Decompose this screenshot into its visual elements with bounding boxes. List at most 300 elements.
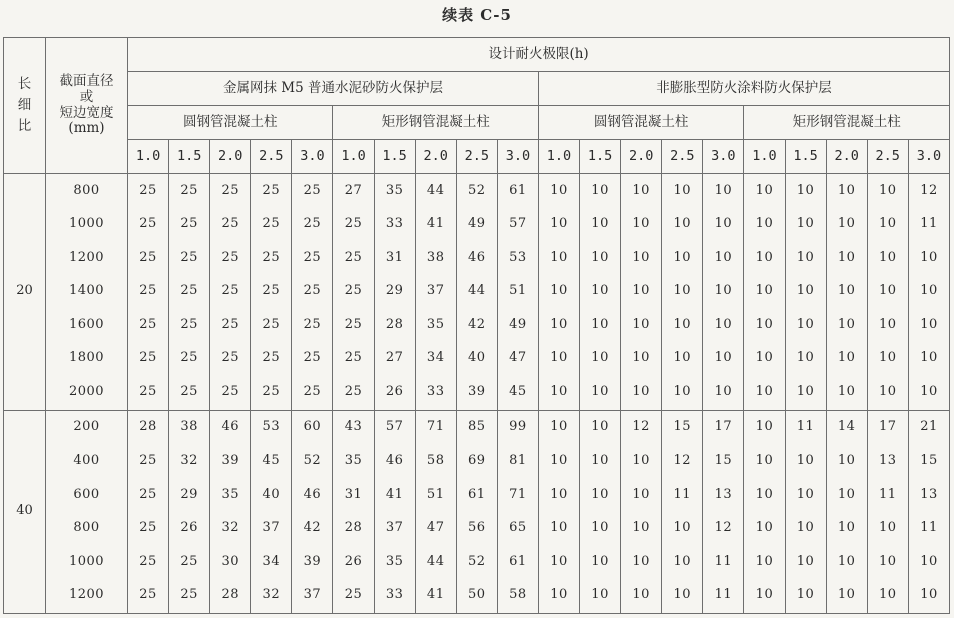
table-body [4, 174, 950, 614]
thickness-cell: 15 [703, 445, 744, 479]
thickness-cell: 25 [128, 512, 169, 546]
thickness-cell: 10 [703, 208, 744, 242]
thickness-cell: 32 [169, 445, 210, 479]
thickness-cell: 25 [128, 208, 169, 242]
thickness-cell: 47 [497, 342, 538, 376]
section-size-cell: 1400 [46, 275, 128, 309]
thickness-cell: 29 [374, 275, 415, 309]
thickness-cell: 10 [826, 208, 867, 242]
hour-header: 2.0 [826, 140, 867, 174]
thickness-cell: 25 [128, 275, 169, 309]
thickness-cell: 10 [785, 309, 826, 343]
thickness-cell: 10 [538, 512, 579, 546]
thickness-cell: 10 [538, 376, 579, 411]
table-row [4, 208, 950, 242]
thickness-cell: 11 [867, 478, 908, 512]
thickness-cell: 25 [251, 242, 292, 276]
thickness-cell: 33 [415, 376, 456, 411]
thickness-cell: 25 [251, 275, 292, 309]
thickness-cell: 10 [867, 275, 908, 309]
thickness-cell: 10 [621, 512, 662, 546]
section-size-cell: 800 [46, 512, 128, 546]
hour-header: 2.0 [621, 140, 662, 174]
thickness-cell: 28 [333, 512, 374, 546]
thickness-cell: 10 [662, 512, 703, 546]
thickness-cell: 10 [867, 242, 908, 276]
thickness-cell: 10 [826, 512, 867, 546]
thickness-cell: 57 [497, 208, 538, 242]
hour-header: 1.0 [744, 140, 785, 174]
thickness-cell: 49 [456, 208, 497, 242]
thickness-cell: 10 [867, 208, 908, 242]
thickness-cell: 46 [456, 242, 497, 276]
thickness-cell: 40 [251, 478, 292, 512]
thickness-cell: 10 [621, 579, 662, 614]
thickness-cell: 25 [128, 376, 169, 411]
thickness-cell: 39 [456, 376, 497, 411]
thickness-cell: 51 [497, 275, 538, 309]
table-row [4, 174, 950, 209]
thickness-cell: 26 [333, 545, 374, 579]
thickness-cell: 30 [210, 545, 251, 579]
column-type-header: 圆钢管混凝土柱 [538, 106, 743, 140]
thickness-cell: 25 [210, 275, 251, 309]
thickness-cell: 25 [251, 174, 292, 209]
thickness-cell: 52 [292, 445, 333, 479]
thickness-cell: 10 [826, 478, 867, 512]
thickness-cell: 28 [128, 410, 169, 445]
hour-header: 3.0 [497, 140, 538, 174]
thickness-cell: 25 [292, 174, 333, 209]
thickness-cell: 44 [456, 275, 497, 309]
thickness-cell: 10 [744, 342, 785, 376]
thickness-cell: 10 [538, 342, 579, 376]
thickness-cell: 25 [251, 208, 292, 242]
thickness-cell: 10 [703, 309, 744, 343]
thickness-cell: 25 [333, 242, 374, 276]
section-size-cell: 200 [46, 410, 128, 445]
thickness-cell: 27 [333, 174, 374, 209]
thickness-cell: 25 [128, 242, 169, 276]
column-type-header: 矩形钢管混凝土柱 [744, 106, 950, 140]
hour-header: 2.5 [251, 140, 292, 174]
thickness-cell: 69 [456, 445, 497, 479]
thickness-cell: 25 [210, 174, 251, 209]
thickness-cell: 10 [662, 545, 703, 579]
thickness-cell: 10 [908, 579, 949, 614]
thickness-cell: 50 [456, 579, 497, 614]
hour-header: 2.0 [415, 140, 456, 174]
thickness-cell: 33 [374, 579, 415, 614]
thickness-cell: 12 [662, 445, 703, 479]
thickness-cell: 10 [580, 309, 621, 343]
thickness-cell: 42 [292, 512, 333, 546]
thickness-cell: 39 [292, 545, 333, 579]
thickness-cell: 10 [744, 208, 785, 242]
section-size-cell: 1200 [46, 242, 128, 276]
thickness-cell: 10 [703, 275, 744, 309]
section-size-cell: 1800 [46, 342, 128, 376]
thickness-cell: 10 [580, 275, 621, 309]
thickness-cell: 37 [415, 275, 456, 309]
thickness-cell: 25 [333, 342, 374, 376]
thickness-cell: 25 [210, 309, 251, 343]
thickness-cell: 81 [497, 445, 538, 479]
thickness-cell: 13 [908, 478, 949, 512]
thickness-cell: 27 [374, 342, 415, 376]
thickness-cell: 52 [456, 545, 497, 579]
thickness-cell: 10 [621, 478, 662, 512]
thickness-cell: 47 [415, 512, 456, 546]
thickness-cell: 65 [497, 512, 538, 546]
thickness-cell: 25 [292, 342, 333, 376]
thickness-cell: 10 [826, 309, 867, 343]
section-size-cell: 400 [46, 445, 128, 479]
protection-header-mortar: 金属网抹 M5 普通水泥砂防火保护层 [128, 72, 539, 106]
thickness-cell: 10 [580, 410, 621, 445]
section-size-cell: 1600 [46, 309, 128, 343]
table-row [4, 512, 950, 546]
thickness-cell: 25 [128, 342, 169, 376]
thickness-cell: 12 [703, 512, 744, 546]
thickness-cell: 45 [497, 376, 538, 411]
thickness-cell: 10 [826, 275, 867, 309]
thickness-cell: 10 [580, 545, 621, 579]
thickness-cell: 10 [785, 342, 826, 376]
thickness-cell: 10 [744, 445, 785, 479]
thickness-cell: 35 [415, 309, 456, 343]
thickness-cell: 10 [621, 309, 662, 343]
thickness-cell: 25 [333, 376, 374, 411]
thickness-cell: 10 [621, 376, 662, 411]
thickness-cell: 34 [251, 545, 292, 579]
thickness-cell: 32 [210, 512, 251, 546]
thickness-cell: 33 [374, 208, 415, 242]
thickness-cell: 25 [169, 242, 210, 276]
thickness-cell: 10 [867, 376, 908, 411]
thickness-cell: 25 [169, 545, 210, 579]
thickness-cell: 25 [333, 208, 374, 242]
thickness-cell: 10 [744, 410, 785, 445]
thickness-cell: 10 [538, 309, 579, 343]
hour-header: 3.0 [703, 140, 744, 174]
thickness-cell: 10 [785, 478, 826, 512]
thickness-cell: 10 [662, 208, 703, 242]
table-row [4, 342, 950, 376]
thickness-cell: 46 [292, 478, 333, 512]
thickness-cell: 13 [703, 478, 744, 512]
thickness-cell: 25 [169, 579, 210, 614]
thickness-cell: 71 [497, 478, 538, 512]
thickness-cell: 34 [415, 342, 456, 376]
table-row [4, 579, 950, 614]
thickness-cell: 28 [374, 309, 415, 343]
thickness-cell: 25 [251, 309, 292, 343]
thickness-cell: 25 [292, 208, 333, 242]
thickness-cell: 10 [744, 545, 785, 579]
thickness-cell: 10 [703, 342, 744, 376]
thickness-cell: 38 [169, 410, 210, 445]
thickness-cell: 10 [621, 174, 662, 209]
table-row [4, 445, 950, 479]
thickness-cell: 15 [908, 445, 949, 479]
thickness-cell: 10 [826, 242, 867, 276]
thickness-cell: 10 [703, 376, 744, 411]
thickness-cell: 10 [621, 275, 662, 309]
section-size-cell: 1000 [46, 545, 128, 579]
thickness-cell: 58 [497, 579, 538, 614]
thickness-cell: 10 [580, 208, 621, 242]
thickness-cell: 25 [333, 579, 374, 614]
thickness-cell: 25 [169, 342, 210, 376]
thickness-cell: 85 [456, 410, 497, 445]
thickness-cell: 11 [908, 208, 949, 242]
thickness-cell: 56 [456, 512, 497, 546]
thickness-cell: 10 [785, 376, 826, 411]
table-row [4, 545, 950, 579]
thickness-cell: 25 [210, 242, 251, 276]
thickness-cell: 37 [374, 512, 415, 546]
slenderness-header: 长细比 [4, 38, 46, 174]
thickness-cell: 41 [415, 579, 456, 614]
hour-header: 1.5 [169, 140, 210, 174]
thickness-cell: 10 [621, 445, 662, 479]
thickness-cell: 25 [333, 309, 374, 343]
thickness-cell: 32 [251, 579, 292, 614]
table-row [4, 275, 950, 309]
thickness-cell: 10 [538, 478, 579, 512]
thickness-cell: 10 [580, 376, 621, 411]
thickness-cell: 10 [785, 275, 826, 309]
thickness-cell: 10 [621, 208, 662, 242]
thickness-cell: 10 [580, 342, 621, 376]
thickness-cell: 10 [826, 174, 867, 209]
thickness-cell: 25 [128, 579, 169, 614]
thickness-cell: 25 [292, 275, 333, 309]
thickness-cell: 10 [908, 376, 949, 411]
thickness-cell: 41 [415, 208, 456, 242]
thickness-cell: 51 [415, 478, 456, 512]
thickness-cell: 39 [210, 445, 251, 479]
thickness-cell: 25 [128, 309, 169, 343]
thickness-cell: 35 [210, 478, 251, 512]
design-fire-limit-header: 设计耐火极限(h) [128, 38, 950, 72]
thickness-cell: 58 [415, 445, 456, 479]
thickness-cell: 10 [538, 410, 579, 445]
thickness-cell: 10 [744, 376, 785, 411]
thickness-cell: 25 [210, 376, 251, 411]
thickness-cell: 10 [662, 242, 703, 276]
thickness-cell: 25 [210, 342, 251, 376]
thickness-cell: 11 [785, 410, 826, 445]
thickness-cell: 10 [580, 445, 621, 479]
table-row [4, 376, 950, 411]
column-type-header: 矩形钢管混凝土柱 [333, 106, 538, 140]
thickness-cell: 10 [744, 579, 785, 614]
slenderness-cell: 40 [4, 410, 46, 613]
thickness-cell: 99 [497, 410, 538, 445]
thickness-cell: 25 [128, 545, 169, 579]
hour-header: 1.0 [538, 140, 579, 174]
thickness-cell: 12 [908, 174, 949, 209]
thickness-cell: 10 [580, 512, 621, 546]
thickness-cell: 53 [251, 410, 292, 445]
thickness-cell: 10 [580, 478, 621, 512]
thickness-cell: 11 [703, 545, 744, 579]
thickness-cell: 11 [908, 512, 949, 546]
thickness-cell: 10 [621, 242, 662, 276]
thickness-cell: 43 [333, 410, 374, 445]
section-size-cell: 2000 [46, 376, 128, 411]
thickness-cell: 10 [785, 512, 826, 546]
thickness-cell: 25 [128, 445, 169, 479]
section-size-cell: 600 [46, 478, 128, 512]
thickness-cell: 25 [333, 275, 374, 309]
thickness-cell: 10 [908, 342, 949, 376]
thickness-cell: 14 [826, 410, 867, 445]
thickness-cell: 10 [744, 309, 785, 343]
table-row [4, 478, 950, 512]
thickness-cell: 10 [744, 275, 785, 309]
thickness-cell: 40 [456, 342, 497, 376]
thickness-cell: 10 [867, 545, 908, 579]
thickness-cell: 10 [908, 309, 949, 343]
thickness-cell: 15 [662, 410, 703, 445]
thickness-cell: 10 [621, 545, 662, 579]
thickness-cell: 10 [867, 309, 908, 343]
thickness-cell: 46 [374, 445, 415, 479]
thickness-cell: 26 [374, 376, 415, 411]
hour-header: 1.5 [580, 140, 621, 174]
protection-header-coating: 非膨胀型防火涂料防火保护层 [538, 72, 949, 106]
thickness-cell: 25 [169, 376, 210, 411]
thickness-cell: 10 [908, 242, 949, 276]
thickness-cell: 10 [662, 579, 703, 614]
thickness-cell: 10 [826, 545, 867, 579]
table-header [4, 38, 950, 174]
hour-header: 2.5 [662, 140, 703, 174]
thickness-cell: 10 [744, 478, 785, 512]
thickness-cell: 11 [703, 579, 744, 614]
thickness-cell: 25 [210, 208, 251, 242]
thickness-cell: 10 [826, 342, 867, 376]
thickness-cell: 57 [374, 410, 415, 445]
thickness-cell: 10 [662, 376, 703, 411]
hour-header: 3.0 [908, 140, 949, 174]
thickness-cell: 41 [374, 478, 415, 512]
thickness-cell: 21 [908, 410, 949, 445]
thickness-cell: 10 [538, 579, 579, 614]
thickness-cell: 10 [662, 342, 703, 376]
thickness-cell: 53 [497, 242, 538, 276]
thickness-cell: 28 [210, 579, 251, 614]
thickness-cell: 10 [538, 242, 579, 276]
section-size-header: 截面直径 或 短边宽度 (mm) [46, 38, 128, 174]
thickness-cell: 10 [826, 579, 867, 614]
thickness-cell: 35 [374, 545, 415, 579]
thickness-cell: 10 [580, 242, 621, 276]
thickness-cell: 10 [867, 579, 908, 614]
hour-header: 1.5 [374, 140, 415, 174]
thickness-cell: 35 [374, 174, 415, 209]
thickness-cell: 10 [785, 242, 826, 276]
thickness-cell: 25 [169, 174, 210, 209]
thickness-cell: 17 [703, 410, 744, 445]
thickness-cell: 26 [169, 512, 210, 546]
thickness-cell: 10 [785, 545, 826, 579]
thickness-cell: 10 [703, 242, 744, 276]
table-row [4, 410, 950, 445]
fire-resistance-table [3, 37, 950, 614]
thickness-cell: 10 [744, 512, 785, 546]
thickness-cell: 10 [538, 208, 579, 242]
thickness-cell: 10 [580, 579, 621, 614]
thickness-cell: 10 [826, 445, 867, 479]
thickness-cell: 61 [497, 174, 538, 209]
thickness-cell: 25 [169, 208, 210, 242]
thickness-cell: 10 [580, 174, 621, 209]
thickness-cell: 13 [867, 445, 908, 479]
thickness-cell: 10 [867, 512, 908, 546]
thickness-cell: 17 [867, 410, 908, 445]
thickness-cell: 10 [785, 208, 826, 242]
thickness-cell: 38 [415, 242, 456, 276]
thickness-cell: 25 [251, 342, 292, 376]
thickness-cell: 10 [662, 309, 703, 343]
section-size-cell: 1200 [46, 579, 128, 614]
thickness-cell: 10 [662, 275, 703, 309]
thickness-cell: 10 [621, 342, 662, 376]
thickness-cell: 29 [169, 478, 210, 512]
table-row [4, 309, 950, 343]
hour-header: 2.0 [210, 140, 251, 174]
thickness-cell: 10 [703, 174, 744, 209]
thickness-cell: 10 [538, 445, 579, 479]
thickness-cell: 25 [169, 275, 210, 309]
thickness-cell: 61 [497, 545, 538, 579]
thickness-cell: 46 [210, 410, 251, 445]
table-row [4, 242, 950, 276]
thickness-cell: 25 [292, 376, 333, 411]
thickness-cell: 42 [456, 309, 497, 343]
thickness-cell: 25 [292, 242, 333, 276]
thickness-cell: 37 [251, 512, 292, 546]
thickness-cell: 60 [292, 410, 333, 445]
thickness-cell: 10 [785, 174, 826, 209]
thickness-cell: 31 [374, 242, 415, 276]
thickness-cell: 10 [826, 376, 867, 411]
section-size-cell: 1000 [46, 208, 128, 242]
hour-header: 2.5 [867, 140, 908, 174]
thickness-cell: 44 [415, 545, 456, 579]
thickness-cell: 35 [333, 445, 374, 479]
table-caption: 续表 C-5 [442, 6, 512, 24]
hour-header: 1.5 [785, 140, 826, 174]
thickness-cell: 25 [251, 376, 292, 411]
hour-header: 1.0 [128, 140, 169, 174]
thickness-cell: 10 [538, 174, 579, 209]
thickness-cell: 10 [538, 545, 579, 579]
thickness-cell: 10 [744, 174, 785, 209]
thickness-cell: 10 [867, 342, 908, 376]
thickness-cell: 10 [908, 545, 949, 579]
thickness-cell: 25 [128, 478, 169, 512]
thickness-cell: 25 [292, 309, 333, 343]
thickness-cell: 25 [169, 309, 210, 343]
slenderness-cell: 20 [4, 174, 46, 411]
thickness-cell: 61 [456, 478, 497, 512]
thickness-cell: 10 [744, 242, 785, 276]
